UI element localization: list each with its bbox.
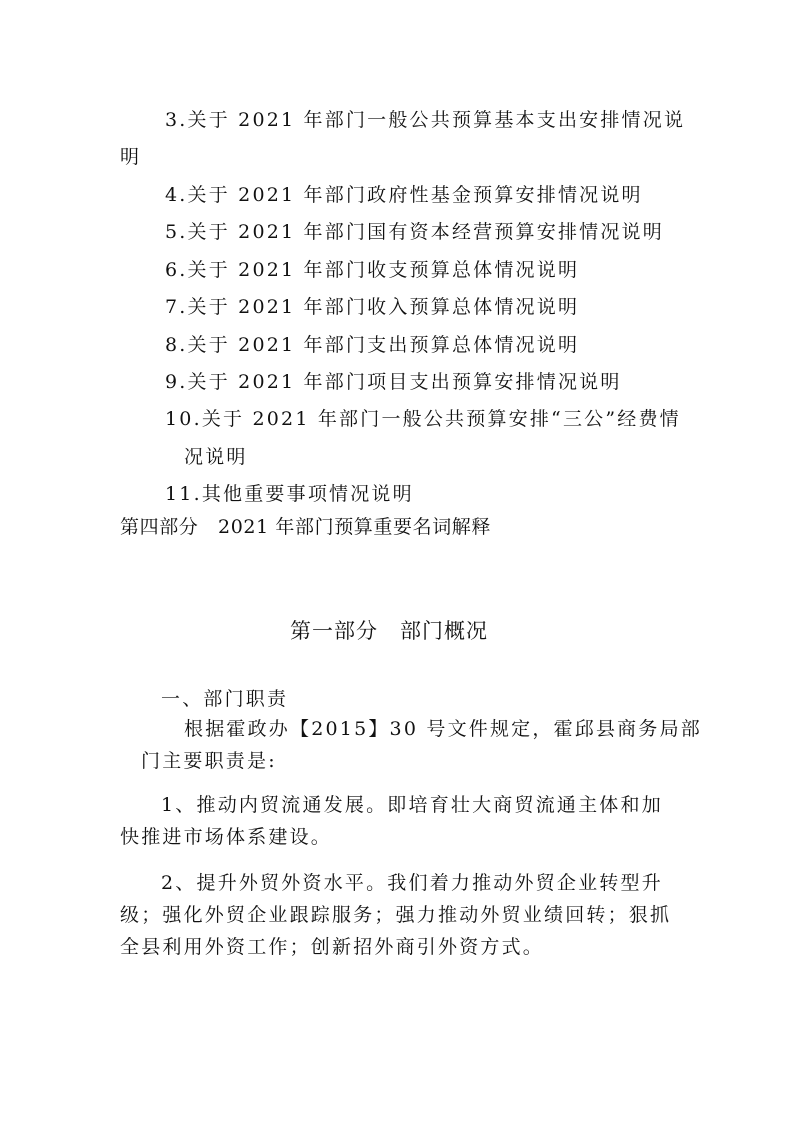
section-heading-duties: 一、部门职责 [161,688,289,710]
toc-item-7: 7.关于 2021 年部门收入预算总体情况说明 [165,296,580,318]
toc-item-3-line1: 3.关于 2021 年部门一般公共预算基本支出安排情况说 [165,109,686,131]
toc-item-11: 11.其他重要事项情况说明 [165,483,414,505]
toc-item-5: 5.关于 2021 年部门国有资本经营预算安排情况说明 [165,221,664,243]
toc-item-10-line1: 10.关于 2021 年部门一般公共预算安排“三公”经费情 [165,408,681,430]
toc-item-10-line2: 况说明 [184,446,248,468]
toc-item-6: 6.关于 2021 年部门收支预算总体情况说明 [165,259,580,281]
duty-2-line3: 全县利用外资工作；创新招外商引外资方式。 [120,936,545,958]
intro-line1: 根据霍政办【2015】30 号文件规定，霍邱县商务局部 [184,718,702,740]
toc-part-4: 第四部分 2021 年部门预算重要名词解释 [120,516,491,538]
duty-2-line2: 级；强化外贸企业跟踪服务；强力推动外贸业绩回转；狠抓 [120,904,672,926]
toc-item-9: 9.关于 2021 年部门项目支出预算安排情况说明 [165,371,622,393]
section-title: 第一部分 部门概况 [290,619,488,643]
duty-2-line1: 2、提升外贸外资水平。我们着力推动外贸企业转型升 [161,872,663,894]
toc-item-3-line2: 明 [120,146,142,168]
toc-item-8: 8.关于 2021 年部门支出预算总体情况说明 [165,334,580,356]
duty-1-line2: 快推进市场体系建设。 [120,826,333,848]
toc-item-4: 4.关于 2021 年部门政府性基金预算安排情况说明 [165,184,643,206]
duty-1-line1: 1、推动内贸流通发展。即培育壮大商贸流通主体和加 [161,794,663,816]
intro-line2: 门主要职责是: [141,750,277,772]
